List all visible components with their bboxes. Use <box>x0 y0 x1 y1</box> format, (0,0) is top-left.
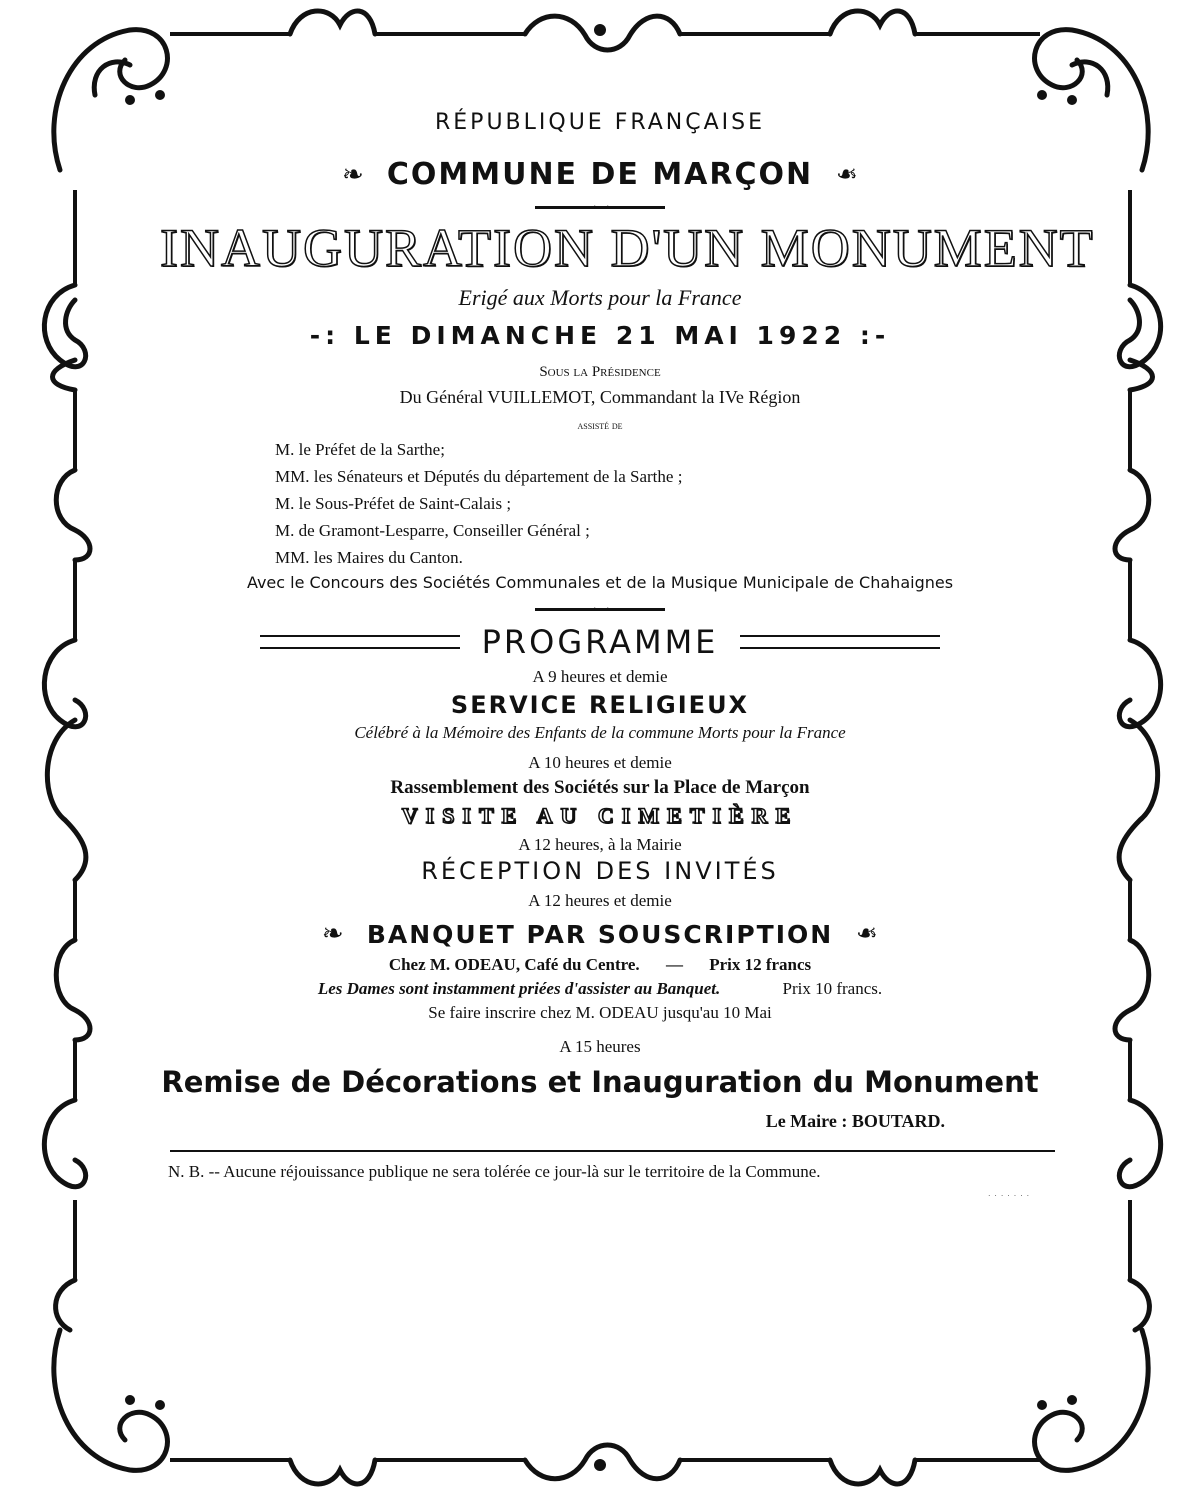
signature-block <box>160 1111 1040 1132</box>
event-title: SERVICE RELIGIEUX <box>450 691 750 719</box>
guest-item: M. le Préfet de la Sarthe; <box>275 440 445 459</box>
time-label: A 15 heures <box>559 1037 641 1056</box>
nb-notice: N. B. -- Aucune réjouissance publique ne sera tolérée ce jour-là sur le territoire de la Commune. <box>168 1162 821 1181</box>
concours-line: Avec le Concours des Sociétés Communales et de la Musique Municipale de Chahaignes <box>246 573 954 592</box>
footer-rule <box>170 1150 1055 1152</box>
poster-content <box>160 108 1095 1200</box>
time-label: A 12 heures, à la Mairie <box>518 835 682 854</box>
president-line: Du Général VUILLEMOT, Commandant la IVe Région <box>399 387 801 407</box>
time-label: A 10 heures et demie <box>528 753 672 772</box>
banquet-row <box>160 919 1040 949</box>
main-title: INAUGURATION D'UN MONUMENT <box>160 218 1095 278</box>
republic-heading: RÉPUBLIQUE FRANÇAISE <box>434 110 766 135</box>
guest-list <box>160 436 1040 571</box>
assisted-label: assisté de <box>577 420 623 432</box>
banquet-price-line <box>160 955 1040 975</box>
double-rule <box>740 635 940 649</box>
banquet-registration: Se faire inscrire chez M. ODEAU jusqu'au 10 Mai <box>428 1003 772 1022</box>
event-detail: Célébré à la Mémoire des Enfants de la commune Morts pour la France <box>354 723 846 742</box>
divider: · · <box>535 608 665 611</box>
guest-item: MM. les Maires du Canton. <box>275 548 463 567</box>
commune-row <box>160 157 1040 192</box>
event-date: -: LE DIMANCHE 21 MAI 1922 :- <box>309 321 891 350</box>
event-title: BANQUET PAR SOUSCRIPTION <box>366 919 834 949</box>
left-flourish-icon: ❧ <box>321 919 344 949</box>
event-detail: VISITE AU CIMETIÈRE <box>401 803 799 828</box>
divider: · · <box>535 206 665 209</box>
event-title: Rassemblement des Sociétés sur la Place de Marçon <box>390 777 810 798</box>
banquet-ladies-note: Les Dames sont instamment priées d'assister au Banquet. <box>317 979 721 998</box>
programme-heading: PROGRAMME <box>481 623 719 661</box>
guest-item: MM. les Sénateurs et Députés du département de la Sarthe ; <box>275 467 683 486</box>
presidence-label: Sous la Présidence <box>539 364 661 380</box>
programme-heading-row <box>160 623 1040 661</box>
guest-item: M. le Sous-Préfet de Saint-Calais ; <box>275 494 512 513</box>
banquet-ladies-line <box>160 979 1040 999</box>
mayor-signature: Le Maire : BOUTARD. <box>765 1111 945 1131</box>
guest-item: M. de Gramont-Lesparre, Conseiller Général ; <box>275 521 590 540</box>
right-flourish-icon: ❧ <box>836 159 859 190</box>
banquet-location: Chez M. ODEAU, Café du Centre. <box>388 955 640 974</box>
commune-heading: COMMUNE DE MARÇON <box>386 157 814 192</box>
banquet-price-ladies: Prix 10 francs. <box>782 979 883 998</box>
time-label: A 12 heures et demie <box>528 891 672 910</box>
printer-mark: · · · · · · · <box>988 1192 1030 1200</box>
right-flourish-icon: ❧ <box>856 919 879 949</box>
event-title: Remise de Décorations et Inauguration du Monument <box>161 1065 1039 1099</box>
time-label: A 9 heures et demie <box>532 667 668 686</box>
separator: — <box>665 955 683 974</box>
subtitle: Erigé aux Morts pour la France <box>458 285 742 310</box>
event-title: RÉCEPTION DES INVITÉS <box>421 857 779 885</box>
left-flourish-icon: ❧ <box>341 159 364 190</box>
double-rule <box>260 635 460 649</box>
banquet-price-men: Prix 12 francs <box>709 955 812 974</box>
